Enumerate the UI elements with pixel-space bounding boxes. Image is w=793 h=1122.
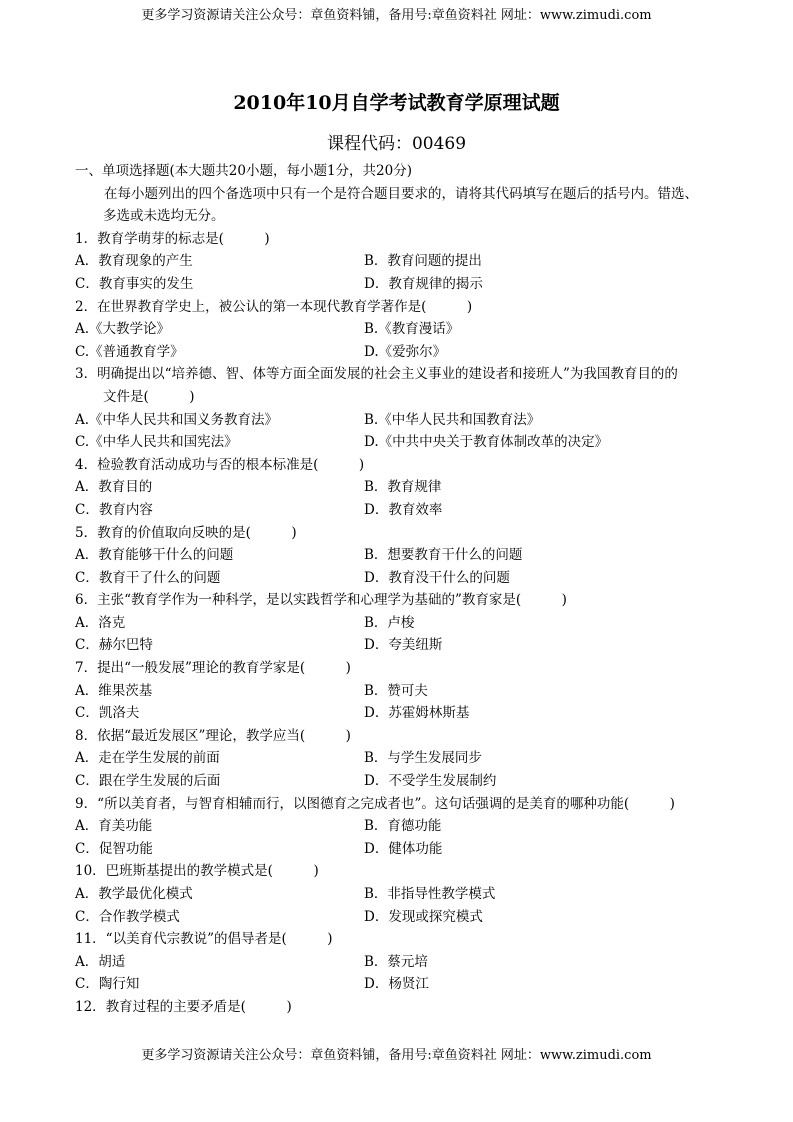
option-c: C.《普通教育学》 <box>75 343 184 360</box>
options-row <box>75 906 735 929</box>
option-c: C．合作教学模式 <box>75 908 180 925</box>
option-a: A．教育现象的产生 <box>75 253 193 270</box>
option-a: A．教育能够干什么的问题 <box>75 547 234 564</box>
options-row <box>75 883 735 906</box>
question-stem: 8．依据“最近发展区”理论，教学应当( ) <box>75 727 351 744</box>
option-c: C．凯洛夫 <box>75 705 140 722</box>
options-row <box>75 747 735 770</box>
options-row <box>75 680 735 703</box>
option-b: B．卢梭 <box>364 614 415 631</box>
options-row <box>75 838 735 861</box>
option-b: B.《中华人民共和国教育法》 <box>364 411 541 428</box>
options-row <box>75 341 735 364</box>
option-b: B．教育规律 <box>364 479 442 496</box>
section-instruction: 在每小题列出的四个备选项中只有一个是符合题目要求的，请将其代码填写在题后的括号内。错选、 <box>104 185 698 202</box>
option-b: B．赞可夫 <box>364 682 428 699</box>
question-stem: 12．教育过程的主要矛盾是( ) <box>75 998 292 1015</box>
option-c: C．跟在学生发展的后面 <box>75 773 221 790</box>
option-c: C．促智功能 <box>75 840 153 857</box>
option-a: A．洛克 <box>75 614 126 631</box>
options-row <box>75 567 735 590</box>
option-d: D.《中共中央关于教育体制改革的决定》 <box>364 434 609 451</box>
options-row <box>75 544 735 567</box>
options-row <box>75 431 735 454</box>
option-b: B．与学生发展同步 <box>364 750 482 767</box>
option-d: D．教育效率 <box>364 501 443 518</box>
options-row <box>75 499 735 522</box>
question-stem: 11．“以美育代宗教说”的倡导者是( ) <box>75 931 333 948</box>
option-d: D．杨贤江 <box>364 976 429 993</box>
option-b: B．蔡元培 <box>364 953 428 970</box>
option-c: C．教育内容 <box>75 501 153 518</box>
options-row <box>75 318 735 341</box>
question-stem: 4．检验教育活动成功与否的根本标准是( ) <box>75 456 365 473</box>
option-d: D．发现或探究模式 <box>364 908 483 925</box>
option-c: C．陶行知 <box>75 976 140 993</box>
question-stem: 1．教育学萌芽的标志是( ) <box>75 230 270 247</box>
option-a: A．胡适 <box>75 953 126 970</box>
option-b: B．想要教育干什么的问题 <box>364 547 523 564</box>
option-b: B．教育问题的提出 <box>364 253 482 270</box>
options-row <box>75 951 735 974</box>
question-stem: 9．“所以美育者，与智育相辅而行，以图德育之完成者也”。这句话强调的是美育的哪种功能( ) <box>75 795 675 812</box>
option-c: C．教育事实的发生 <box>75 275 194 292</box>
option-b: B．非指导性教学模式 <box>364 886 496 902</box>
option-a: A．育美功能 <box>75 818 153 835</box>
section-instruction: 多选或未选均无分。 <box>103 208 225 225</box>
option-d: D．教育规律的揭示 <box>364 275 483 292</box>
question-stem: 2．在世界教育学史上，被公认的第一本现代教育学著作是( ) <box>75 298 473 315</box>
section-heading: 一、单项选择题(本大题共20小题，每小题1分，共20分) <box>75 163 412 179</box>
option-c: C．教育干了什么的问题 <box>75 569 221 586</box>
option-c: C.《中华人民共和国宪法》 <box>75 434 238 451</box>
options-row <box>75 612 735 635</box>
question-body <box>75 160 735 1019</box>
option-b: B.《教育漫话》 <box>364 321 460 338</box>
question-stem: 10．巴班斯基提出的教学模式是( ) <box>75 863 319 880</box>
option-d: D．不受学生发展制约 <box>364 773 497 790</box>
page-header: 更多学习资源请关注公众号：章鱼资料铺，备用号:章鱼资料社 网址：www.zimudi.com <box>141 8 652 23</box>
option-d: D.《爱弥尔》 <box>364 343 447 360</box>
option-b: B．育德功能 <box>364 818 442 835</box>
options-row <box>75 409 735 432</box>
options-row <box>75 770 735 793</box>
option-d: D．健体功能 <box>364 840 443 857</box>
question-stem: 3．明确提出以“培养德、智、体等方面全面发展的社会主义事业的建设者和接班人”为我国教育目的的 <box>75 366 678 383</box>
question-stem: 6．主张“教育学作为一种科学，是以实践哲学和心理学为基础的”教育家是( ) <box>75 592 567 609</box>
page-footer: 更多学习资源请关注公众号：章鱼资料铺，备用号:章鱼资料社 网址：www.zimudi.com <box>141 1048 652 1063</box>
options-row <box>75 973 735 996</box>
question-stem-continued: 文件是( ) <box>103 388 195 405</box>
option-a: A.《大教学论》 <box>75 321 171 338</box>
options-row <box>75 634 735 657</box>
question-stem: 7．提出“一般发展”理论的教育学家是( ) <box>75 660 351 677</box>
option-a: A.《中华人民共和国义务教育法》 <box>75 411 279 428</box>
course-code: 课程代码：00469 <box>326 134 467 154</box>
option-d: D．苏霍姆林斯基 <box>364 705 470 722</box>
option-a: A．维果茨基 <box>75 682 153 699</box>
option-d: D．夸美纽斯 <box>364 637 443 654</box>
option-d: D．教育没干什么的问题 <box>364 569 510 586</box>
options-row <box>75 476 735 499</box>
option-a: A．教学最优化模式 <box>75 886 193 902</box>
option-a: A．教育目的 <box>75 479 153 496</box>
options-row <box>75 273 735 296</box>
options-row <box>75 815 735 838</box>
page-title: 2010年10月自学考试教育学原理试题 <box>233 92 560 114</box>
options-row <box>75 702 735 725</box>
option-c: C．赫尔巴特 <box>75 637 153 654</box>
option-a: A．走在学生发展的前面 <box>75 750 220 767</box>
options-row <box>75 250 735 273</box>
question-stem: 5．教育的价值取向反映的是( ) <box>75 524 297 541</box>
